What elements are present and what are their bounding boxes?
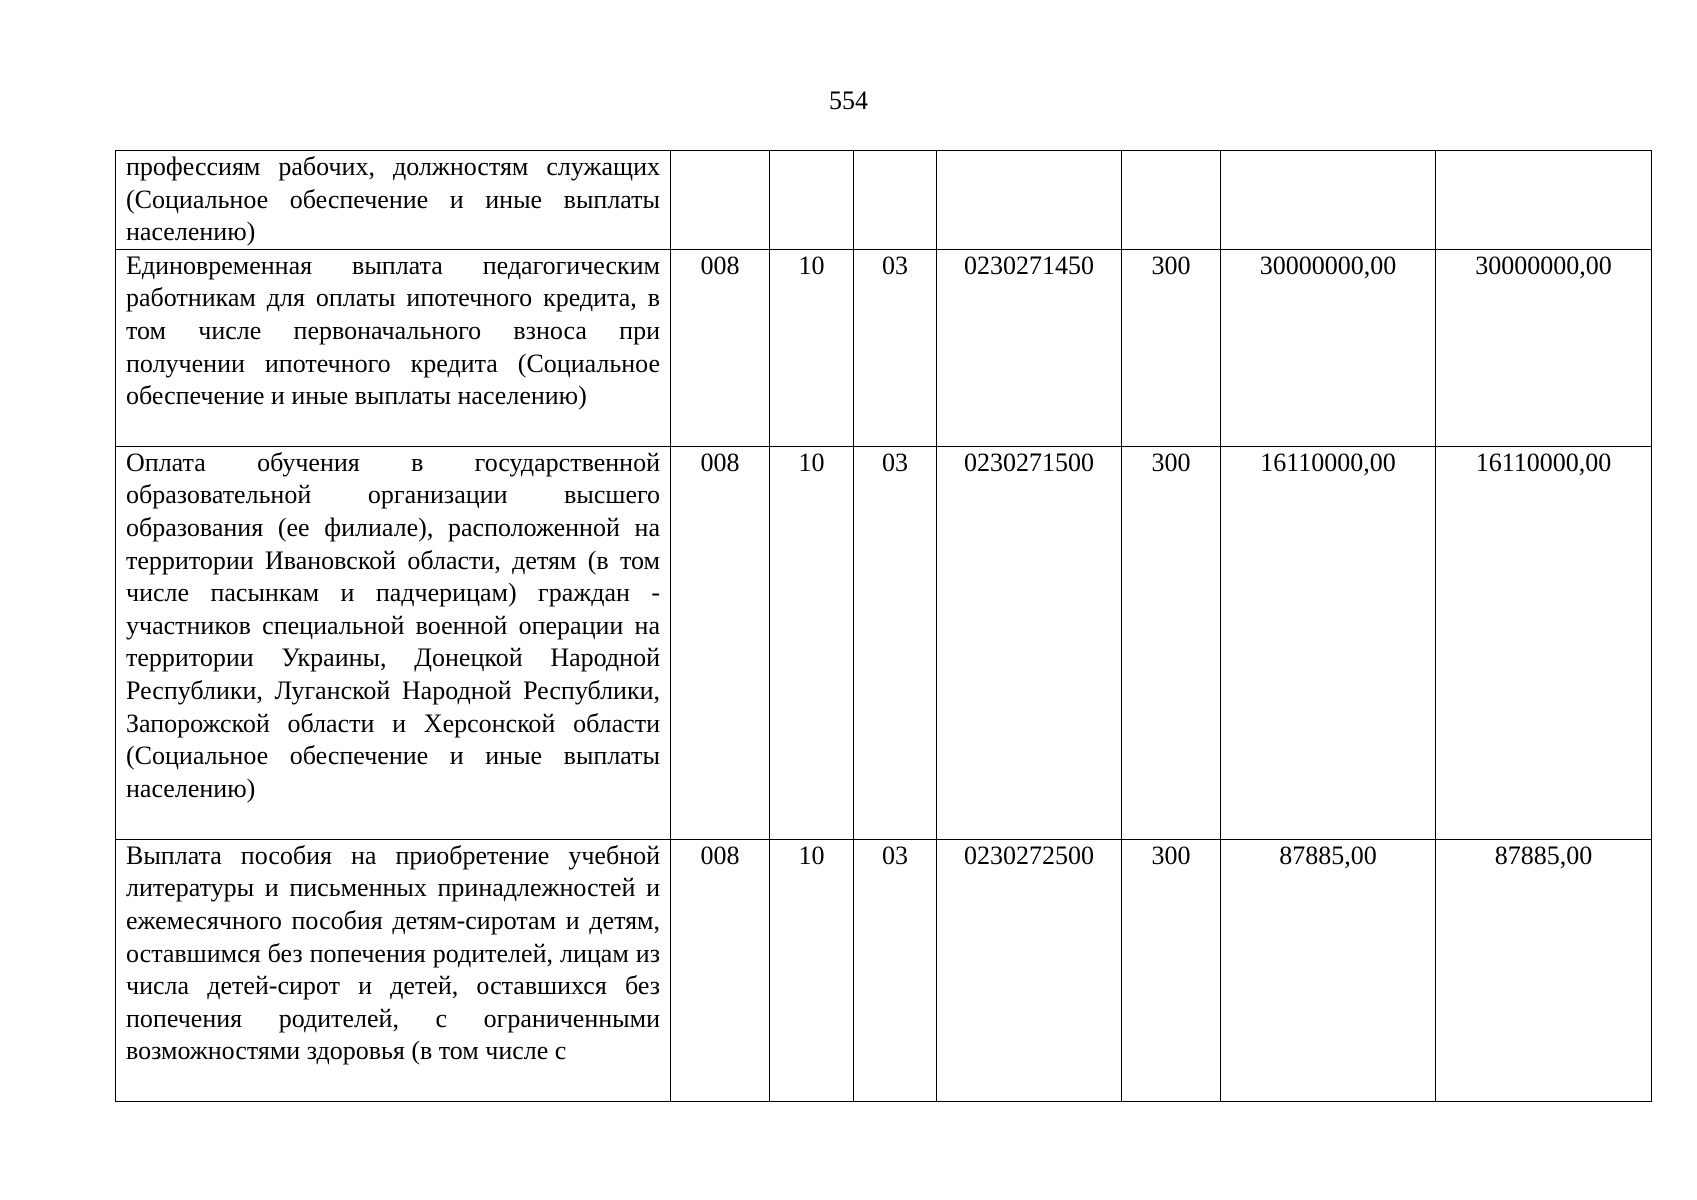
amount-year-1 — [1221, 151, 1436, 250]
target-article-code: 0230272500 — [937, 839, 1122, 1101]
amount-year-2 — [1436, 151, 1652, 250]
ministry-code: 008 — [671, 249, 770, 446]
ministry-code: 008 — [671, 446, 770, 839]
expense-type-code: 300 — [1122, 249, 1221, 446]
section-code — [770, 151, 854, 250]
ministry-code — [671, 151, 770, 250]
target-article-code: 0230271450 — [937, 249, 1122, 446]
budget-table — [115, 150, 1652, 1102]
subsection-code — [854, 151, 937, 250]
target-article-code: 0230271500 — [937, 446, 1122, 839]
subsection-code: 03 — [854, 446, 937, 839]
table-row — [116, 839, 1652, 1101]
amount-year-1: 16110000,00 — [1221, 446, 1436, 839]
row-description: профессиям рабочих, должностям служащих (Социальное обеспечение и иные выплаты населению) — [116, 151, 671, 250]
section-code: 10 — [770, 839, 854, 1101]
row-description: Выплата пособия на приобретение учебной литературы и письменных принадлежностей и ежемесячного пособия детям-сиротам и детям, оставшимся без попечения родителей, лицам из числа детей-сирот и детей, оставшихся без попечения родителей, с ограниченными возможностями здоровья (в том числе с — [116, 839, 671, 1101]
amount-year-2: 30000000,00 — [1436, 249, 1652, 446]
expense-type-code — [1122, 151, 1221, 250]
expense-type-code: 300 — [1122, 839, 1221, 1101]
row-description: Оплата обучения в государственной образовательной организации высшего образования (ее филиале), расположенной на территории Ивановской области, детям (в том числе пасынкам и падчерицам) граждан - участников специальной военной операции на территории Украины, Донецкой Народной Республики, Луганской Народной Республики, Запорожской области и Херсонской области (Социальное обеспечение и иные выплаты населению) — [116, 446, 671, 839]
expense-type-code: 300 — [1122, 446, 1221, 839]
row-description: Единовременная выплата педагогическим работникам для оплаты ипотечного кредита, в том числе первоначального взноса при получении ипотечного кредита (Социальное обеспечение и иные выплаты населению) — [116, 249, 671, 446]
page-number: 554 — [829, 86, 868, 115]
table-row — [116, 151, 1652, 250]
table-row — [116, 249, 1652, 446]
table-row — [116, 446, 1652, 839]
target-article-code — [937, 151, 1122, 250]
ministry-code: 008 — [671, 839, 770, 1101]
amount-year-1: 30000000,00 — [1221, 249, 1436, 446]
amount-year-2: 87885,00 — [1436, 839, 1652, 1101]
section-code: 10 — [770, 446, 854, 839]
amount-year-1: 87885,00 — [1221, 839, 1436, 1101]
section-code: 10 — [770, 249, 854, 446]
amount-year-2: 16110000,00 — [1436, 446, 1652, 839]
subsection-code: 03 — [854, 839, 937, 1101]
subsection-code: 03 — [854, 249, 937, 446]
